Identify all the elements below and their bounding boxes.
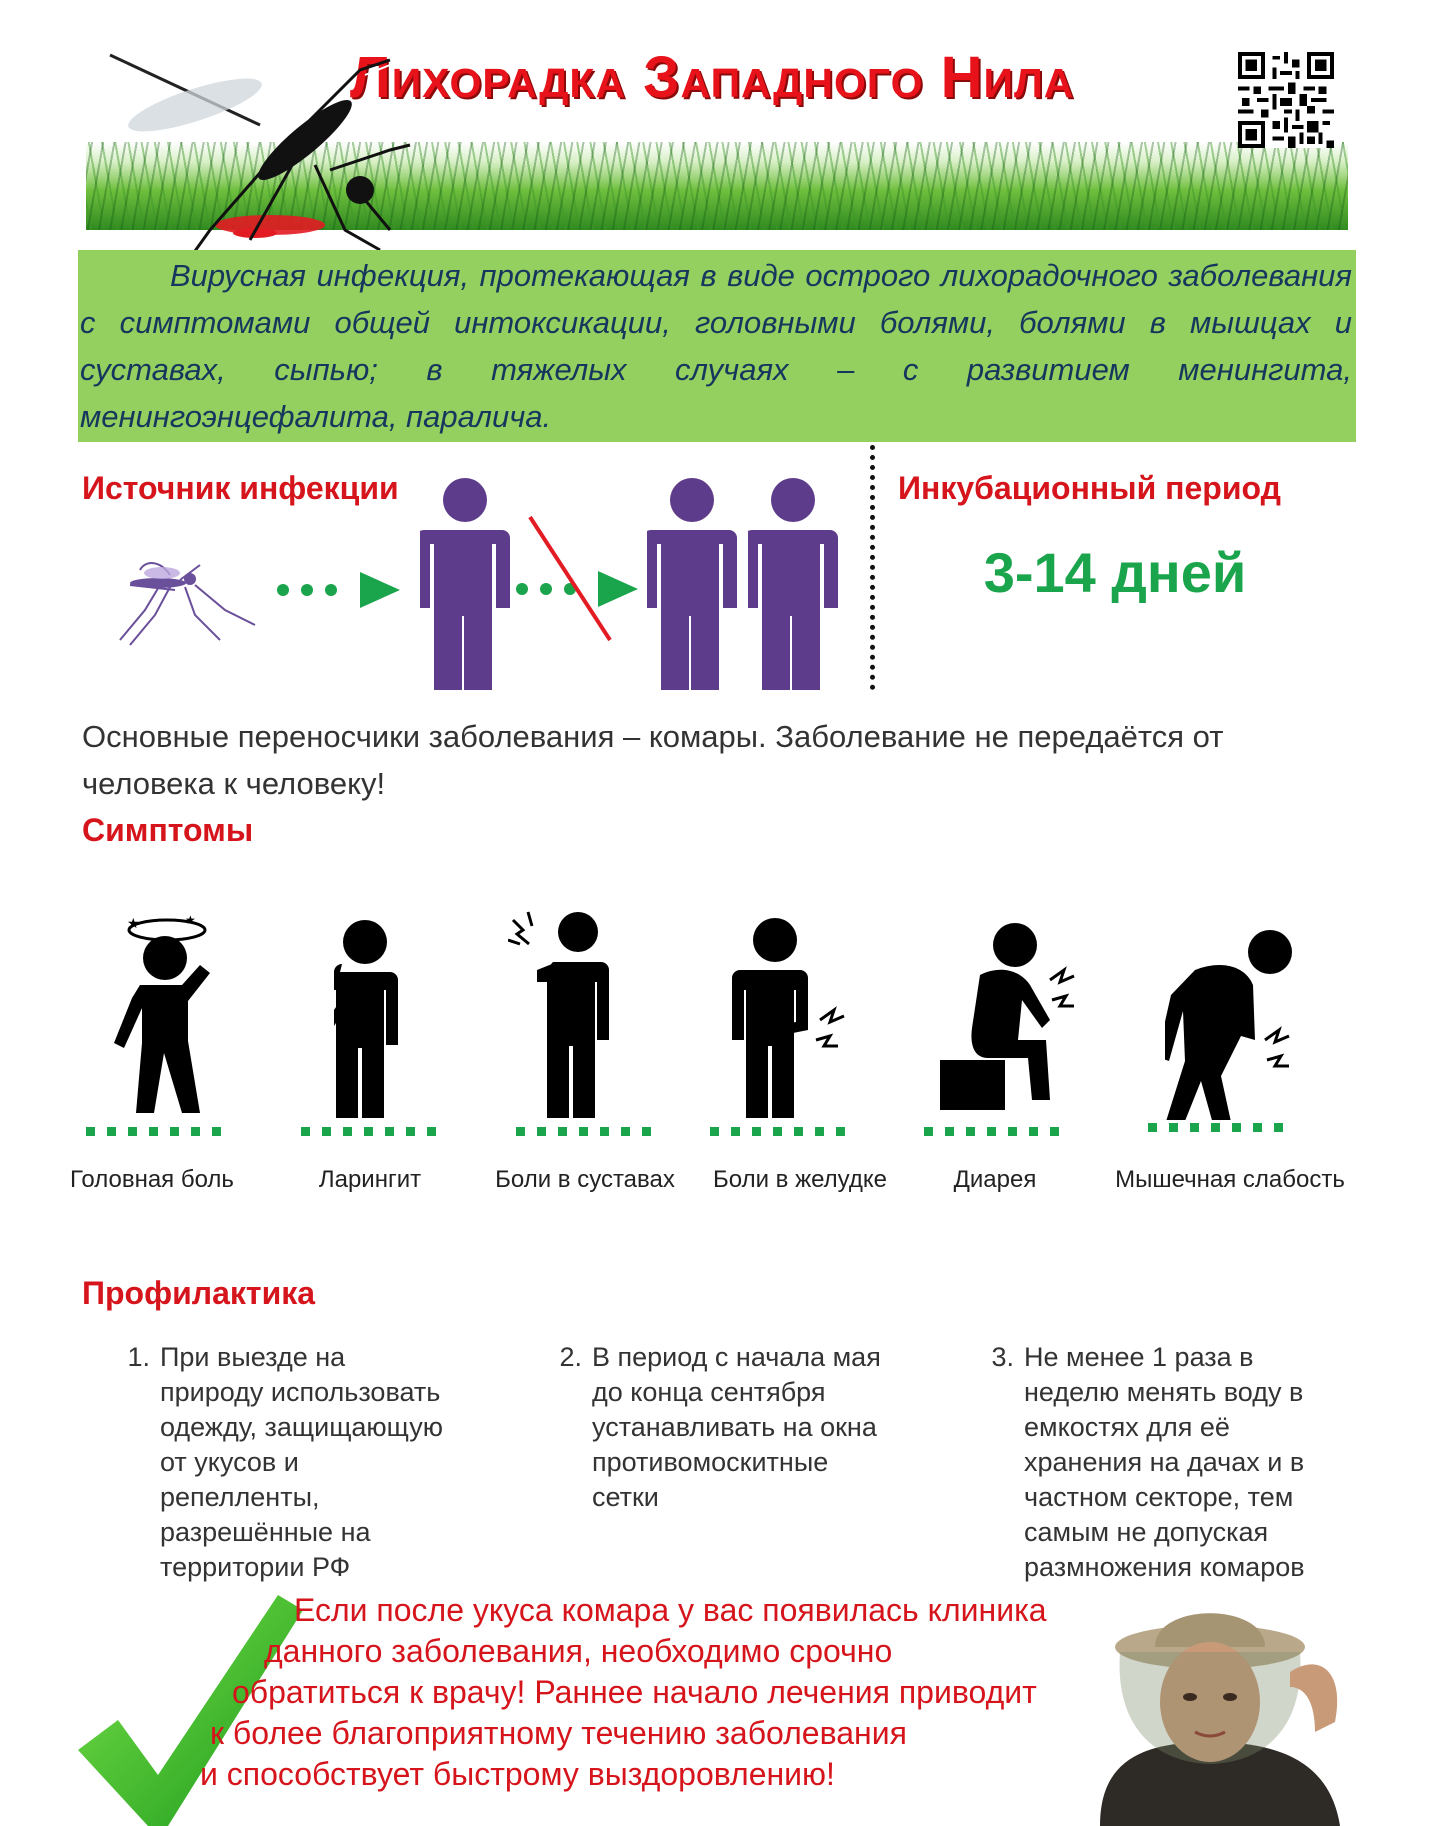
symptom-underline (1148, 1123, 1288, 1132)
svg-text:★: ★ (127, 916, 140, 932)
symptom-label: Боли в желудке (713, 1166, 887, 1193)
vectors-text: Основные переносчики заболевания – комары. Заболевание не передаётся от человека к человеку! (82, 719, 1224, 801)
symptom-label: Головная боль (70, 1166, 234, 1193)
prevention-line: При выезде на (160, 1342, 346, 1372)
warning-line: Если после укуса комара у вас появилась клиника (294, 1592, 1047, 1628)
person-icon (647, 478, 737, 690)
warning-line: данного заболевания, необходимо срочно (264, 1633, 893, 1669)
laryngitis-icon (310, 910, 420, 1120)
person-icon (748, 478, 838, 690)
warning-line: и способствует быстрому выздоровлению! (200, 1756, 835, 1792)
warning-line: к более благоприятному течению заболевания (210, 1715, 907, 1751)
symptom-underline (710, 1127, 850, 1136)
prevention-line: до конца сентября (592, 1377, 826, 1407)
prevention-line: размножения комаров (1024, 1552, 1305, 1582)
symptom-label: Мышечная слабость (1115, 1166, 1345, 1193)
incubation-heading: Инкубационный период (898, 470, 1281, 506)
prevention-line: устанавливать на окна (592, 1412, 877, 1442)
prevention-line: неделю менять воду в (1024, 1377, 1304, 1407)
person-in-mosquito-net-photo (1060, 1592, 1360, 1826)
prevention-number: 1. (127, 1342, 150, 1372)
muscle-weakness-icon (1165, 910, 1315, 1120)
prevention-line: одежду, защищающую (160, 1412, 443, 1442)
prevention-number: 3. (991, 1342, 1014, 1372)
symptom-underline (516, 1127, 656, 1136)
incubation-value: 3-14 дней (983, 541, 1247, 604)
arrow-icon (275, 570, 410, 610)
page-title: Лихорадка Западного Нила (350, 45, 1075, 110)
no-transmission-arrow-icon (510, 512, 650, 642)
symptom-underline (86, 1127, 226, 1136)
prevention-line: частном секторе, тем (1024, 1482, 1294, 1512)
prevention-line: сетки (592, 1482, 659, 1512)
prevention-line: разрешённые на (160, 1517, 371, 1547)
prevention-number: 2. (559, 1342, 582, 1372)
joint-pain-icon (508, 910, 628, 1120)
intro-text: Вирусная инфекция, протекающая в виде острого лихорадочного заболевания с симптомами общей интоксикации, головными болями, болями в мышцах и суставах, сыпью; в тяжелых случаях – с развитием менингита, менингоэнцефалита, паралича. (80, 258, 1352, 434)
prevention-line: от укусов и (160, 1447, 299, 1477)
headache-icon (95, 910, 225, 1120)
symptom-underline (301, 1127, 441, 1136)
diarrhea-icon (940, 910, 1090, 1120)
prevention-line: В период с начала мая (592, 1342, 881, 1372)
symptom-underline (924, 1127, 1064, 1136)
mosquito-icon (100, 555, 260, 655)
symptom-label: Боли в суставах (495, 1166, 675, 1193)
prevention-line: емкостях для её (1024, 1412, 1230, 1442)
symptom-label: Ларингит (318, 1166, 422, 1193)
section-divider (870, 445, 875, 690)
prevention-line: природу использовать (160, 1377, 441, 1407)
prevention-line: самым не допуская (1024, 1517, 1269, 1547)
mosquito-icon (90, 30, 420, 270)
stomach-pain-icon (720, 910, 850, 1120)
svg-text:★: ★ (185, 913, 196, 927)
qr-code-icon[interactable] (1238, 52, 1334, 148)
prevention-line: репелленты, (160, 1482, 320, 1512)
symptom-label: Диарея (953, 1166, 1037, 1193)
prevention-heading: Профилактика (82, 1275, 316, 1311)
warning-line: обратиться к врачу! Раннее начало лечения приводит (232, 1674, 1037, 1710)
prevention-line: Не менее 1 раза в (1024, 1342, 1254, 1372)
person-icon (420, 478, 510, 690)
prevention-line: территории РФ (160, 1552, 351, 1582)
source-heading: Источник инфекции (82, 470, 399, 506)
bottom-warning (190, 1590, 1120, 1795)
symptoms-heading: Симптомы (82, 812, 254, 848)
prevention-line: хранения на дачах и в (1024, 1447, 1305, 1477)
prevention-line: противомоскитные (592, 1447, 829, 1477)
